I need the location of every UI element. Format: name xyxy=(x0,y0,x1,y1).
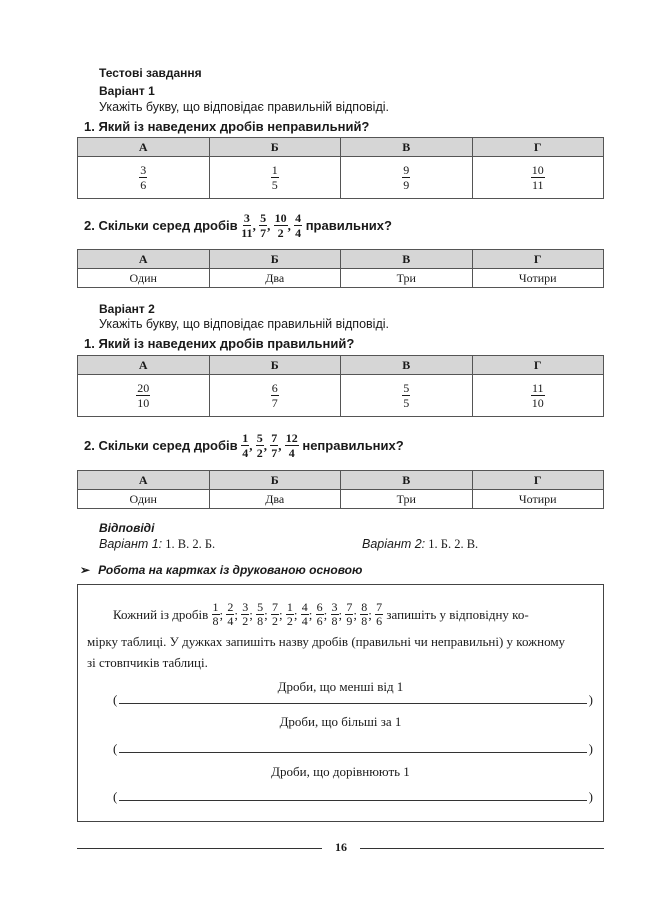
v1-q2-option-b[interactable]: Два xyxy=(209,269,341,288)
v1-q2-option-a[interactable]: Один xyxy=(78,269,210,288)
v2-q2-text: 2. Скільки серед дробів $\frac{1}{4}$ , $\frac{5}{2}$ , $\frac{7}{7}$ , $\frac{12}{4}$ неправильних? xyxy=(84,431,404,460)
denominator: 4 xyxy=(288,446,295,460)
fraction xyxy=(256,431,264,460)
denominator: 6 xyxy=(316,614,323,628)
v2-q2-option-g[interactable]: Чотири xyxy=(472,490,604,509)
v1-q1-header-v: В xyxy=(341,138,473,157)
numerator: 7 xyxy=(271,431,278,445)
numerator: 11 xyxy=(531,381,544,395)
numerator: 5 xyxy=(257,600,264,614)
numerator: 3 xyxy=(242,600,249,614)
numerator: 6 xyxy=(316,600,323,614)
denominator: 6 xyxy=(376,614,383,628)
v2-q1-header-v: В xyxy=(341,356,473,375)
v2-q1-header-b: Б xyxy=(209,356,341,375)
fraction xyxy=(270,431,278,460)
denominator: 9 xyxy=(403,178,410,192)
denominator: 8 xyxy=(212,614,219,628)
numerator: 7 xyxy=(272,600,279,614)
card-task-line-1: Кожний із дробів $\frac{1}{8}$ ; $\frac{2}{4}$ ; $\frac{3}{2}$ ; $\frac{5}{8}$ ; $\frac{7}{2}$ ; $\frac{1}{2}$ ; $\frac{4}{4}$ ; $\frac{6}{6}$ ; $\frac{3}{8}$ ; $\frac{7}{9}$ ; $\frac{8}{8}$ ; $\frac{7}{6}$ запишіть у відповідну ко- xyxy=(113,600,529,628)
numerator: 20 xyxy=(137,381,150,395)
fraction xyxy=(271,601,279,628)
close-paren: ) xyxy=(588,741,593,756)
v1-q2-text: 2. Скільки серед дробів $\frac{3}{11}$ , $\frac{5}{7}$ , $\frac{10}{2}$ , $\frac{4}{4}$ правильних? xyxy=(84,211,392,240)
v1-q1-header-a: А xyxy=(78,138,210,157)
write-line[interactable] xyxy=(119,800,586,801)
numerator: 3 xyxy=(243,211,250,225)
answer-line-less-than-1[interactable] xyxy=(113,692,593,708)
v1-q1-option-v[interactable] xyxy=(341,157,473,199)
fraction xyxy=(259,211,267,240)
fraction xyxy=(226,601,234,628)
v1-q1-table xyxy=(77,137,604,199)
denominator: 2 xyxy=(272,614,279,628)
fraction xyxy=(294,211,302,240)
denominator: 10 xyxy=(137,396,150,410)
numerator: 1 xyxy=(242,431,249,445)
variant-2-instruction: Укажіть букву, що відповідає правильній відповіді. xyxy=(99,317,389,331)
numerator: 3 xyxy=(331,600,338,614)
fraction xyxy=(316,601,324,628)
v2-q2-option-a[interactable]: Один xyxy=(78,490,210,509)
numerator: 1 xyxy=(286,600,293,614)
card-task-line-3: зі стовпчиків таблиці. xyxy=(87,655,208,670)
category-greater-than-1: Дроби, що більші за 1 xyxy=(279,714,402,729)
footer-rule-right xyxy=(360,848,604,849)
v2-q2-header-b: Б xyxy=(209,471,341,490)
answers-v2 xyxy=(362,537,478,552)
numerator: 12 xyxy=(285,431,298,445)
numerator: 4 xyxy=(295,211,302,225)
numerator: 7 xyxy=(376,600,383,614)
v1-q2-header-v: В xyxy=(341,250,473,269)
footer-rule-left xyxy=(77,848,322,849)
denominator: 4 xyxy=(295,226,302,240)
variant-2-title: Варіант 2 xyxy=(99,302,155,316)
open-paren: ( xyxy=(113,692,118,707)
fraction xyxy=(301,601,309,628)
numerator: 10 xyxy=(531,163,544,177)
v2-q1-header-g: Г xyxy=(472,356,604,375)
denominator: 2 xyxy=(242,614,249,628)
v2-q1-option-a[interactable] xyxy=(78,375,210,417)
answer-line-greater-than-1[interactable] xyxy=(113,741,593,757)
numerator: 6 xyxy=(271,381,278,395)
v2-q2-suffix: неправильних? xyxy=(302,438,404,453)
numerator: 5 xyxy=(403,381,410,395)
denominator: 7 xyxy=(271,396,278,410)
variant-1-title: Варіант 1 xyxy=(99,84,155,98)
write-line[interactable] xyxy=(119,752,586,753)
answers-v1 xyxy=(99,537,215,552)
denominator: 2 xyxy=(286,614,293,628)
close-paren: ) xyxy=(588,692,593,707)
arrow-bullet-icon: ➢ xyxy=(80,563,91,577)
numerator: 1 xyxy=(212,600,219,614)
close-paren: ) xyxy=(588,789,593,804)
cards-heading-text: Робота на картках із друкованою основою xyxy=(98,563,363,577)
category-equal-to-1: Дроби, що дорівнюють 1 xyxy=(271,764,410,779)
v2-q2-table xyxy=(77,470,604,509)
v1-q2-header-b: Б xyxy=(209,250,341,269)
answers-title: Відповіді xyxy=(99,521,155,535)
denominator: 2 xyxy=(277,226,284,240)
answers-v2-value: 1. Б. 2. В. xyxy=(428,537,479,551)
fraction xyxy=(286,601,294,628)
answers-v1-label: Варіант 1: xyxy=(99,537,163,551)
numerator: 2 xyxy=(227,600,234,614)
numerator: 4 xyxy=(301,600,308,614)
denominator: 8 xyxy=(361,614,368,628)
numerator: 3 xyxy=(140,163,147,177)
card-task-line-2: мірку таблиці. У дужках запишіть назву дробів (правильні чи неправильні) у кожному xyxy=(87,634,566,649)
v1-q1-text: 1. Який із наведених дробів неправильний? xyxy=(84,119,370,134)
v1-q1-header-b: Б xyxy=(209,138,341,157)
numerator: 5 xyxy=(256,431,263,445)
denominator: 11 xyxy=(531,178,544,192)
v1-q2-suffix: правильних? xyxy=(305,218,392,233)
v2-q1-option-g[interactable] xyxy=(472,375,604,417)
fraction xyxy=(241,211,252,240)
v1-q1-header-g: Г xyxy=(472,138,604,157)
v1-q1-option-g[interactable] xyxy=(472,157,604,199)
denominator: 8 xyxy=(257,614,264,628)
page-number: 16 xyxy=(335,840,347,854)
variant-1-instruction: Укажіть букву, що відповідає правильній відповіді. xyxy=(99,100,389,114)
v2-q1-header-a: А xyxy=(78,356,210,375)
fraction xyxy=(345,601,353,628)
card-intro: Кожний із дробів xyxy=(113,606,209,622)
numerator: 5 xyxy=(260,211,267,225)
v2-q2-option-b[interactable]: Два xyxy=(209,490,341,509)
v1-q1-option-b[interactable] xyxy=(209,157,341,199)
denominator: 8 xyxy=(331,614,338,628)
denominator: 4 xyxy=(227,614,234,628)
fraction xyxy=(241,601,249,628)
answers-v2-label: Варіант 2: xyxy=(362,537,426,551)
numerator: 9 xyxy=(403,163,410,177)
category-less-than-1: Дроби, що менші від 1 xyxy=(277,679,404,694)
v1-q2-header-a: А xyxy=(78,250,210,269)
v2-q1-text: 1. Який із наведених дробів правильний? xyxy=(84,336,355,351)
denominator: 4 xyxy=(301,614,308,628)
denominator: 9 xyxy=(346,614,353,628)
denominator: 7 xyxy=(271,446,278,460)
section-title: Тестові завдання xyxy=(99,66,202,80)
card-line1-tail: запишіть у відповідну ко- xyxy=(386,606,529,622)
denominator: 11 xyxy=(241,226,253,240)
v1-q2-prefix: 2. Скільки серед дробів xyxy=(84,218,238,233)
numerator: 10 xyxy=(274,211,287,225)
v2-q2-header-a: А xyxy=(78,471,210,490)
denominator: 10 xyxy=(531,396,544,410)
fraction xyxy=(256,601,264,628)
v2-q1-option-v[interactable] xyxy=(341,375,473,417)
denominator: 7 xyxy=(260,226,267,240)
open-paren: ( xyxy=(113,741,118,756)
v1-q2-option-v[interactable]: Три xyxy=(341,269,473,288)
denominator: 5 xyxy=(403,396,410,410)
answers-v1-value: 1. В. 2. Б. xyxy=(165,537,216,551)
v2-q2-header-g: Г xyxy=(472,471,604,490)
denominator: 4 xyxy=(242,446,249,460)
fraction xyxy=(212,601,220,628)
v2-q2-prefix: 2. Скільки серед дробів xyxy=(84,438,238,453)
denominator: 6 xyxy=(140,178,147,192)
v2-q2-header-v: В xyxy=(341,471,473,490)
fraction xyxy=(274,211,288,240)
open-paren: ( xyxy=(113,789,118,804)
write-line[interactable] xyxy=(119,703,586,704)
denominator: 2 xyxy=(256,446,263,460)
v2-q2-option-v[interactable]: Три xyxy=(341,490,473,509)
v1-q2-table xyxy=(77,249,604,288)
fraction xyxy=(360,601,368,628)
numerator: 1 xyxy=(271,163,278,177)
cards-heading xyxy=(80,563,362,577)
fraction xyxy=(285,431,299,460)
numerator: 8 xyxy=(361,600,368,614)
v1-q1-option-a[interactable] xyxy=(78,157,210,199)
answer-line-equal-to-1[interactable] xyxy=(113,789,593,805)
v2-q1-option-b[interactable] xyxy=(209,375,341,417)
v2-q1-table xyxy=(77,355,604,417)
fraction xyxy=(375,601,383,628)
fraction xyxy=(331,601,339,628)
v1-q2-header-g: Г xyxy=(472,250,604,269)
numerator: 7 xyxy=(346,600,353,614)
v1-q2-option-g[interactable]: Чотири xyxy=(472,269,604,288)
denominator: 5 xyxy=(271,178,278,192)
fraction xyxy=(241,431,249,460)
